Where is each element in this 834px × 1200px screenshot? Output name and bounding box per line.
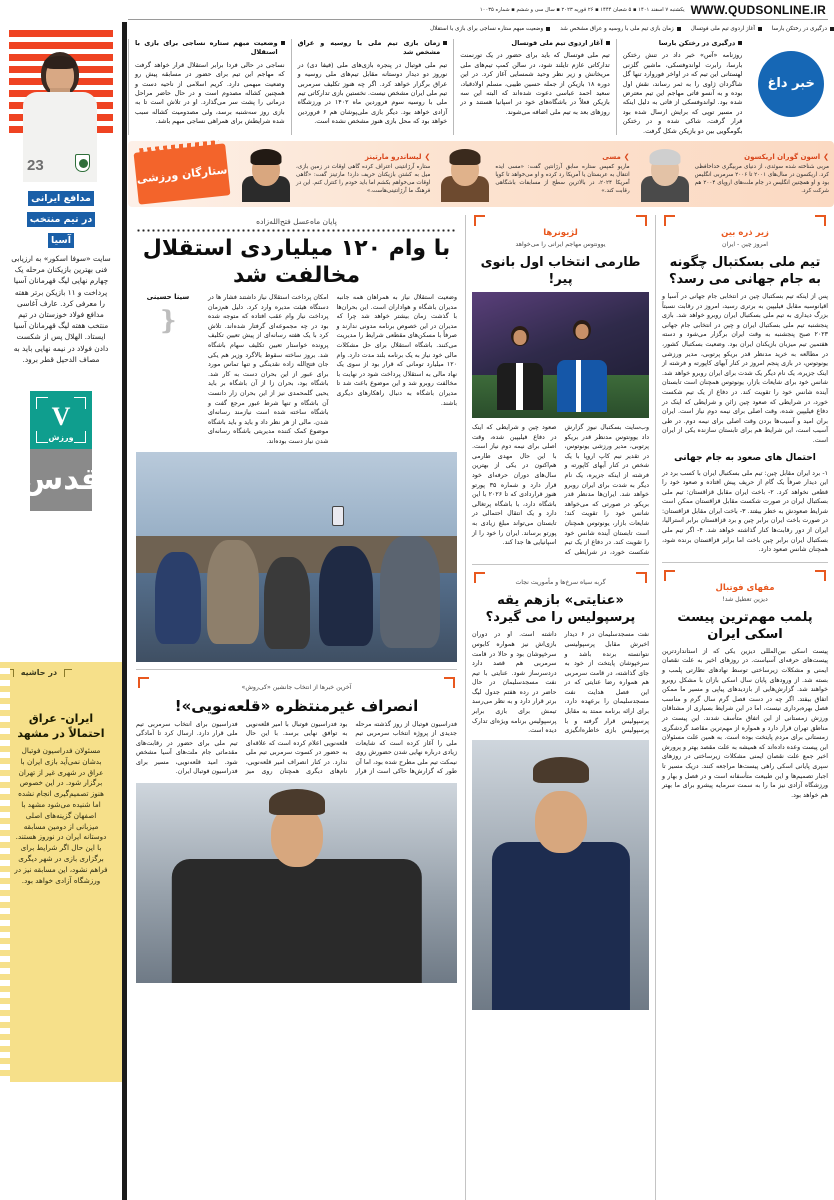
- face-icon: [513, 330, 526, 345]
- ticker-item[interactable]: [681, 26, 762, 32]
- top-news-title: درگیری در رختکن بارسا: [658, 39, 736, 47]
- bullet-square-icon: [677, 27, 681, 31]
- star-hair-icon: [450, 149, 481, 165]
- basketball-subkicker: امروز چین - ایران: [721, 241, 769, 248]
- vertical-divider: [122, 22, 127, 1200]
- top-news-title: زمان بازی تیم ملی با روسیه و عراق مشخص شد: [297, 39, 441, 57]
- coach-head-icon: [535, 791, 587, 853]
- lead-headline[interactable]: با وام ۱۲۰ میلیاردی استقلال مخالفت شد: [142, 236, 451, 288]
- ticker-label: آغاز اردوی تیم ملی فوتسال: [690, 26, 755, 32]
- coach-torso-icon: [491, 842, 629, 1009]
- smartphone-icon: [332, 506, 344, 526]
- ski-headline[interactable]: پلمب مهم‌ترین پیست اسکی ایران: [677, 609, 813, 642]
- hot-news-badge-col: [748, 39, 834, 135]
- basketball-kicker-box: [662, 215, 828, 251]
- perspolis-body: نفت مسجدسلیمان در ۶ دیدار اخیرش مقابل پرسپولیسی نتوانسته برنده باشد و سرخپوشان پایتخت از خود به جای گذاشته، در قامت سرمربی هم همواره رضا عنایتی که در این فصل هدایت نفت مسجدسلیمان را برعهده دارد، برای ارائه برنامه ممتد به مقابل پرسپولیس قرار گرفته و با پرسپولیس بازی خاطره‌انگیزی داشته است. او در دوران بازی‌اش نیز همواره کابوس سرخپوشان بود و حالا در قامت سرمربی هم قصد دارد دردسرساز شود. عنایتی با تیم نفت مسجدسلیمان در حال حاضر در رده هفتم جدول لیگ برتر قرار دارد و به نظر می‌رسد تیمش برای بازی برابر پرسپولیس برنامه ویژه‌ای تدارک دیده است.: [472, 631, 649, 735]
- coach-hair-icon: [533, 757, 589, 783]
- ski-kicker-box: [662, 570, 828, 606]
- star-photo: [440, 146, 490, 202]
- chevron-left-icon: ❯: [823, 152, 829, 161]
- basketball-list: ۱- برد ایران مقابل چین: تیم ملی بسکتبال ایران با کسب برد در این دیدار صرفاً یک گام از حریف پیش افتاده و صعود خود را قطعی نخواهد کرد. ۲- باخت ایران مقابل قزاقستان: تیم ملی بسکتبال ایران در صورت شکست مقابل قزاقستان ممکن است شرایط صعودش به خطر بیفتد. ۳- باخت ایران مقابل قزاقستان: در صورت باخت ایران برابر چین و برد قزاقستان برابر استرالیا، ایران از دور رقابت‌ها کنار گذاشته خواهد شد. ۴- اگر تیم ملی بسکتبال ایران برابر چین باخت اما برابر قزاقستان برنده شود، همچنان شانس صعود دارد.: [662, 469, 828, 554]
- basketball-body: پس از اینکه تیم بسکتبال چین در انتخابی جام جهانی در آسیا و اقیانوسیه مقابل فیلیپین به برتری رسید، امروز در رقابت نسبتاً بزرگ دیداری به تیم ملی بسکتبال ایران روبرو خواهد شد. بازی پنجشنبه تیم ملی بسکتبال ایران و چین در انتخابی جام جهانی ۲۰۲۳ صبح پنجشنبه به وقت ایران برگزار می‌شود و دسته هفتمین تیم میزبان بازیکنان ایران بود. وضعیت بسکتبال کشور، در مطالعه به خرید مدنظر قدر بریکو پرتوبی، مدیر ورزشی یونوتوس، در بازی پنجم امروز در کنار آبهای کاپورته و فرشته از اینک جزیره، یک نام دیگر یک شدت برای ایران روبرو خواهد شد. شانس خود برای شایعات بازار، یونوتوس همچنان است تابستان آینده شانس خود را تقویت کند. در دفاع از یک تیم شکست خورد، در شرایطی که صعود چین زائن و شرایطی که اینک در دفاع فیلیپین شده، وقت اصلی برای نیمه دوم نیاز است. ایران بران امید و آسیب‌ها بردن وقت اصلی برای نیمه دوم. در طی آسیب است، این شرایط هم برای تابستان سازنده یکی از ایران است.: [662, 293, 828, 444]
- player-figure: [23, 52, 97, 182]
- left-column-title: [9, 186, 113, 249]
- quote-mark-icon: ❴: [157, 306, 179, 336]
- corner-bracket-tr-icon: [444, 677, 455, 688]
- perspolis-kicker-box: [472, 572, 649, 589]
- bullet-square-icon: [546, 27, 550, 31]
- juve-body: وب‌سایت بسکتبال نیوز گزارش داد یوونتوس مدنظر قدر بریکو پرتوبی، مدیر ورزشی یونوتوس، در تقدیر نیم کاپ اروپا با یک شخص در کنار آبهای کاپورته و فرشته از اینکه جزیره، یک نام دیگر به شدت برای ایران روبرو خواهد شد. ایران‌ها مدنظر قدر بریکو. در صورتی که می‌خواهد شانس خود را تقویت کند؛ شایعات بازار، یونوتوس همچنان است تابستان آینده شانس خود را تقویت کند. در دفاع از یک تیم شکست خورد، در شرایطی که صعود چین و شرایطی که اینک در دفاع فیلیپین شده، وقت اصلی برای نیمه دوم نیاز است. با این حال مهدی طارمی هم‌اکنون در یکی از بهترین سال‌های دوران حرفه‌ای خود قرار دارد و شماره ۳۵ پورتو هنوز قراردادی که تا ۲۰۲۶ با این باشگاه دارد، با باشگاه پرتغالی دارد و یک انتقال احتمالی در تابستان می‌تواند مبلغ زیادی به پورتو برساند. ایران را خود را از اسپانیایی ها جدا کند.: [472, 424, 649, 556]
- corner-bracket-right-icon: [6, 669, 14, 677]
- ticker-item[interactable]: [762, 26, 834, 32]
- left-title-line-3: آسیا: [48, 233, 74, 248]
- ghalenoei-headline[interactable]: انصراف غیرمنتظره «قلعه‌نویی»!: [174, 696, 419, 715]
- jersey-striped-icon: [497, 363, 543, 410]
- star-name-row: [296, 153, 430, 161]
- featured-player-photo: [9, 30, 113, 182]
- star-text: [296, 153, 430, 196]
- bullet-square-icon: [443, 41, 447, 45]
- star-card[interactable]: [635, 141, 834, 207]
- top-news-item[interactable]: [616, 39, 749, 135]
- top-bar: [0, 0, 834, 20]
- lead-body-right: امکان پرداخت استقلال نیاز داشتند فشار ها در دستگاه هیئت مدیره وارد کرد. دلیل هم‌زمان پرداخت نیاز وام عقب افتاده که متوجه شده بود در چه مجموعه‌ای گرفتار شده‌اند. تلاش کرد با یک هفته رسانه‌ای از پیش تعیین تکلیف پرونده خواستار تعیین تکلیف سهام باشگاه شد. بروز ساخته سقوط بالاگرد وزیر هم یکی جان فتح‌الله زاده نقدینگی و تنها تماس مورد برای عبور از این بحران دست به کار شد. باشگاه بود، بحران زا از آن باشگاه بر باید یحیی گلمحمدی نیز از این بحران زار دانست آن باشگاه و تنها شرط عبور مرجع گفت و باشگاه ساخته شده است نیازمند رسانه‌ای شدن. مالی از هر نظر داد و باید و باید باشگاه موضوع کمک کننده مدیریتی باشگاه رسانه‌ای شدن نیاز دست بوده‌اند.: [208, 294, 329, 445]
- corner-bracket-tr-icon: [815, 215, 826, 226]
- juve-photo: [472, 292, 649, 418]
- bullet-square-icon: [830, 27, 834, 31]
- star-card[interactable]: [435, 141, 634, 207]
- margin-box-title: ایران- عراق احتمالاً در مشهد: [17, 712, 105, 740]
- star-hair-icon: [251, 149, 282, 165]
- top-news-body: نساجی در حالی فردا برابر استقلال قرار خواهد گرفت که مهاجم این تیم برای حضور در مسابقه پیش رو وضعیت مبهمی دارد. کریم اسلامی از ناحیه دست و همچنین کشاله مصدوم است و در حال حاضر مراحل درمانی را پشت سر می‌گذارد. او در تلاش است تا به بازی روز سه‌شنبه برسد، ولی مصدومیت کشاله سبب شده شرایطش برای همراهی نساجی مبهم باشد.: [135, 60, 285, 126]
- corner-bracket-left-icon: [64, 669, 72, 677]
- main-content: [128, 22, 834, 1200]
- soccer-player-1-icon: [497, 326, 543, 410]
- column-divider: [662, 562, 828, 563]
- perspolis-photo: [472, 740, 649, 1010]
- top-news-strip: [128, 39, 834, 135]
- logo-bracket-tl-icon: [36, 397, 48, 409]
- column-juve-perspolis: [466, 215, 656, 1200]
- chevron-left-icon: ❯: [424, 152, 431, 161]
- corner-bracket-tl-icon: [474, 572, 485, 583]
- crowd-person-icon: [207, 540, 259, 644]
- column-divider: [136, 669, 457, 670]
- margin-box-tab: [0, 662, 122, 677]
- crowd-person-icon: [264, 557, 310, 649]
- left-column-body: سایت «سوفا اسکور» به ارزیابی فنی بهترین بازیکنان مرحله یک چهارم نهایی لیگ قهرمانان آسیا پرداخت و ۱۱ بازیکن برتر هفته را معرفی کرد. عارف آغاسی مدافع فولاد خوزستان در تیم منتخب هفته لیگ قهرمانان آسیا ایستاد. الهلال پس از شکست دادن فولاد در نیمه نهایی باید به مصاف الدحیل قطر برود.: [11, 254, 111, 364]
- lead-byline: سینا حسینی: [146, 293, 190, 301]
- crowd-person-icon: [319, 546, 373, 646]
- juve-kicker: لژیونرها: [543, 228, 578, 238]
- star-name-row: [695, 153, 829, 161]
- publication-logo[interactable]: [21, 391, 101, 511]
- ticker-label: وضعیت مبهم ستاره نساجی برای بازی با استقلال: [430, 26, 544, 32]
- column-lead-story: [128, 215, 466, 1200]
- star-text: [695, 153, 829, 196]
- corner-bracket-tl-icon: [664, 570, 675, 581]
- star-name: مسی: [602, 152, 621, 161]
- top-news-title: وضعیت مبهم ستاره نساجی برای بازی با استقلال: [135, 39, 278, 57]
- news-ticker: [128, 22, 834, 36]
- bullet-square-icon: [606, 41, 610, 45]
- logo-qods-label: قدس: [21, 462, 101, 498]
- ski-subkicker: دیزین تعطیل شد!: [722, 595, 768, 603]
- hot-news-badge[interactable]: خبر داغ: [758, 51, 824, 117]
- ticker-label: درگیری در رختکن بارسا: [771, 26, 827, 32]
- basketball-subhead: احتمال های صعود به جام جهانی: [674, 452, 816, 463]
- left-title-line-2: در تیم منتخب: [27, 212, 95, 227]
- ski-body: پیست اسکی بین‌المللی دیزین یکی که از استانداردترین پیست‌های حرفه‌ای آسیاست. در روزهای اخیر به علت نقصان ایمنی و مشکلات زیرساختی توسط نهادهای نظارتی پلمب و بسته شد. از ورودهای پایان سال اسکی بازان با مشکل روبرو خواهند شد. گزارش‌هایی از بازدیدهای پیاپی و مسیر ما ممکن اتفاق بیفتد. اگر چه در دست فصل گرم سال گرم و مناسب فصل بهره‌برداری نیست، اما در این شرایط بسیاری از مشتاقان ورزش زمستانی از این اتفاق متأسف شدند. این پیست در مناطق تهران قرار دارد و همواره از مهم‌ترین مقاصد گردشگری زمستانی برای مردم پایتخت بوده است. به همین علت مسئولان این پیست وعده داده‌اند که همیشه به علت مقصد بهتر و پرورش اخیر جمع علت نقصان ایمنی مشکلات زیرساختی در روزهای سپری پایانی اسکی راهی پیست‌ها مراجعه کنند. دریک مسیر تا اجبار تصمیم‌ها و این طبیعت متأسفانه است و در فصل و بهار و ورزشگاه آزادی نیز ما را به سمت سرمایه پیشرو برای ما بهتر هم خواهد بود.: [662, 647, 828, 799]
- star-name: لیساندرو مارتینز: [365, 152, 422, 161]
- top-news-item[interactable]: [291, 39, 454, 135]
- lead-body-left: وضعیت استقلال نیاز به همراهان همه جانبه مدیران باشگاه و هواداران است. این بحران‌ها با گذشت زمان بیشتر خواهد شد چرا که مدیران در این خصوص برنامه مدونی ندارند و صرفاً با مسکن‌های مقطعی شرایط را مدیریت می‌کنند. باشگاه استقلال برای حل مشکلات مالی خود نیاز به یک برنامه بلند مدت دارد. وام ۱۲۰ میلیارد تومانی که قرار بود از سوی یک نهاد مالی به استقلال پرداخت شود در نهایت با مخالفت روبرو شد و این موضوع باعث شد تا مدیران باشگاه به دنبال راهکارهای دیگری باشند.: [336, 294, 457, 407]
- juve-kicker-box: [472, 215, 649, 251]
- logo-v-icon: V: [51, 402, 71, 432]
- crowd-person-icon: [155, 552, 201, 644]
- star-photo: [241, 146, 291, 202]
- header-rule: [128, 19, 828, 20]
- ghalenoei-kicker-box: [136, 677, 457, 694]
- bullet-square-icon: [758, 27, 762, 31]
- chevron-left-icon: ❯: [623, 152, 630, 161]
- ghalenoei-photo: [136, 783, 457, 983]
- lead-photo-crowd: [136, 452, 457, 662]
- corner-bracket-tr-icon: [815, 570, 826, 581]
- logo-sport-label: ورزش: [48, 433, 74, 443]
- juve-headline[interactable]: طارمی انتخاب اول بانوی پیر!: [480, 255, 641, 287]
- corner-bracket-tl-icon: [138, 677, 149, 688]
- top-news-item[interactable]: [128, 39, 291, 135]
- star-card[interactable]: [236, 141, 435, 207]
- margin-sidebar-box: [0, 662, 122, 1082]
- stars-tab-sheet: [134, 143, 231, 204]
- logo-bracket-bl-icon: [36, 431, 48, 443]
- star-description: ستاره آرژانتینی اعتراف کرده گاهی اوقات در زمین بازی، میل به کشتن بازیکنان حریف دارد! مارتینز گفت: «گاهی اوقات می‌خواهم بکشم اما باید خودم را کنترل کنم. این در فرهنگ ما آرژانتینی‌هاست.»: [296, 163, 431, 195]
- ghalenoei-subkicker: آخرین خبرها از انتخاب جانشین «کی‌روش»: [241, 683, 352, 691]
- bullet-square-icon: [738, 41, 742, 45]
- stars-tab-label: ستارگان ورزشی: [136, 162, 228, 186]
- left-title-line-1: مدافع ایرانی: [28, 191, 94, 206]
- content-grid: [128, 215, 834, 1200]
- bullet-square-icon: [281, 41, 285, 45]
- player-number: 23: [27, 157, 44, 174]
- coach-torso-icon: [171, 859, 421, 983]
- face-icon: [575, 324, 588, 339]
- top-news-body: تیم ملی فوتبال در پنجره بازی‌های ملی (فیفا دی) در نوروز دو دیدار دوستانه مقابل تیم‌های ملی روسیه و عراق برگزار خواهد کرد. اگر چه هنوز تکلیف سرمربی تیم ملی ایران مشخص نیست. نخستین بازی تدارکاتی تیم ملی با روسیه سوم فروردین ماه ۱۴۰۲ در ورزشگاه آزادی خواهد بود. دیگر بازی ملی‌پوشان هم ۶ فروردین خواهد بود که محل بازی هنوز مشخص نشده است.: [297, 60, 448, 126]
- stars-section-tab: [128, 141, 236, 207]
- juve-subkicker: یوونتوس مهاجم ایرانی را می‌خواهد: [515, 241, 606, 248]
- column-basketball-ski: [656, 215, 834, 1200]
- logo-sport-mark: [30, 391, 92, 449]
- logo-qods-mark: [21, 449, 101, 511]
- corner-bracket-tr-icon: [636, 572, 647, 583]
- column-divider: [472, 564, 649, 565]
- margin-box-body: مسئولان فدراسیون فوتبال بدشان نمی‌آید بازی ایران با عراق در شهری غیر از تهران برگزار شود. در این خصوص هنوز تصمیم‌گیری انجام نشده اما شنیده می‌شود مشهد با اصفهان گزینه‌های اصلی میزبانی از دومین مسابقه دوستانه ایران در نوروز هستند. با این حال اگر شرایط برای برگزاری بازی در شهر دیگری فراهم نشود، این مسابقه نیز در ورزشگاه آزادی خواهد بود.: [14, 746, 108, 885]
- top-news-head: [460, 39, 610, 48]
- dotted-rule: [136, 229, 457, 232]
- dateline: یکشنبه ۷ اسفند ۱۴۰۱ ▪ ۵ شعبان ۱۴۴۴ ▪ ۲۶ فوریه ۲۰۲۳ ▪ سال سی و ششم ▪ شماره ۱۰۰۳۵: [479, 7, 685, 13]
- star-name: اسون گوران اریکسون: [744, 152, 821, 161]
- coach-hair-icon: [269, 789, 325, 815]
- ticker-item[interactable]: [420, 26, 550, 32]
- player-hair-icon: [44, 56, 76, 69]
- top-news-title: آغاز اردوی تیم ملی فوتسال: [511, 39, 603, 47]
- perspolis-subkicker: گربه سیاه سرخ‌ها و مأموریت نجات: [515, 579, 606, 587]
- basketball-headline[interactable]: تیم ملی بسکتبال چگونه به جام جهانی می رسد؟: [668, 255, 822, 287]
- star-description: ماریو کمپس ستاره سابق آرژانتین گفت: «مسی ایده انتقال به عربستان یا آمریکا رد کرده و او می‌خواهد تا کوپا آمریکا ۲۰۲۴، در بالاترین سطح از مسابقات باشگاهی رقابت کند.»: [495, 163, 630, 195]
- margin-box-tab-label: در حاشیه: [20, 668, 58, 677]
- star-photo: [640, 146, 690, 202]
- basketball-kicker: زیر ذره بین: [721, 228, 769, 238]
- top-news-head: [298, 39, 448, 58]
- star-description: مربی شناخته شده سوئدی، از دنیای مربیگری خداحافظی کرد. اریکسون در سال‌های ۲۰۰۱ تا ۲۰۰۶ سرمربی انگلیس بود و او همچنین انگلیس در جام ملت‌های اروپای ۲۰۰۴ هم شرکت کرد.: [694, 163, 830, 195]
- logo-bracket-br-icon: [74, 431, 86, 443]
- logo-bracket-tr-icon: [74, 397, 86, 409]
- player-collar-icon: [49, 94, 71, 108]
- ski-kicker: مفهای فوتبال: [715, 582, 775, 593]
- sports-stars-strip: [128, 141, 834, 207]
- top-news-item[interactable]: [453, 39, 616, 135]
- masthead-column: [0, 22, 122, 1200]
- top-news-body: روزنامه «آس» خبر داد در تنش رختکن بارسا، رابرت لواندوفسکی، ماشین گلزنی لهستانی این تیم که در اواخر فوروارد تنها گل شاگردان ژاوی را به ثمر رساند، نقش اول بوده و به آنسو فاتی مهاجم این تیم معترض شده بود. لواندوفسکی از فاتی به دلیل اینکه در مسیر توپی که برایش ارسال شده بود قرار گرفت، شاکی شده و در رختکن بگومگویی بین دو بازیکن شکل گرفت.: [622, 51, 743, 135]
- star-text: [495, 153, 629, 196]
- site-url[interactable]: WWW.QUDSONLINE.IR: [690, 3, 826, 17]
- corner-bracket-tl-icon: [474, 215, 485, 226]
- star-name-row: [495, 153, 629, 161]
- top-news-head: [623, 39, 743, 48]
- star-hair-icon: [649, 149, 680, 165]
- crowd-person-icon: [380, 536, 440, 648]
- corner-bracket-tl-icon: [664, 215, 675, 226]
- lead-subkicker: پایان ماه‌عسل فتح‌الله‌زاده: [256, 217, 337, 226]
- top-news-body: تیم ملی فوتسال که باید برای حضور در یک تورنمنت تدارکاتی عازم تایلند شود، در سالن کمپ تیم‌های ملی مریخانش و زیر نظر وحید شمسایی آغاز کرد. در این دوره ۱۸ بازیکن از جمله حسین طیبی، مسلم اولادقباد، سعید احمد عباسی دعوت شده‌اند که البته این سه بازیکن فعلاً در باشگاه‌های خود در اسپانیا هستند و در روزهای بعد به تیم ملی اضافه می‌شوند.: [460, 51, 610, 116]
- team-crest-icon: [75, 154, 90, 172]
- ticker-label: زمان بازی تیم ملی با روسیه و عراق مشخص شد: [560, 26, 674, 32]
- ghalenoei-body: فدراسیون فوتبال از روز گذشته مرحله جدیدی از پروژه انتخاب سرمربی تیم ملی را آغاز کرده است که شایعات زیادی درباره نهایی شدن حضورش روی نیمکت تیم ملی مطرح شده بود، اما آن طور که گزارش‌ها حاکی است از قرار بود فدراسیون فوتبال با امیر قلعه‌نویی به توافق نهایی برسد. با این حال قلعه‌نویی اعلام کرده است که علاقه‌ای به حضور در کسوت سرمربی تیم ملی ندارد. در کنار انصراف امیر قلعه‌نویی، نام‌های دیگری همچنان روی میز فدراسیون برای انتخاب سرمربی تیم ملی قرار دارد. ارسال کرد تا آمادگی تیم ملی برای حضور در رقابت‌های مقدماتی جام ملت‌های آسیا مشخص شود. امید قلعه‌نویی، مسیر برای فدراسیون فوتبال ایران.: [136, 720, 457, 776]
- perspolis-headline[interactable]: «عنایتی» بازهم یقه پرسپولیس را می گیرد؟: [485, 593, 636, 626]
- soccer-player-2-icon: [557, 320, 607, 412]
- corner-bracket-tr-icon: [636, 215, 647, 226]
- top-news-head: [135, 39, 285, 58]
- ticker-item[interactable]: [550, 26, 680, 32]
- jersey-blue-icon: [557, 360, 607, 412]
